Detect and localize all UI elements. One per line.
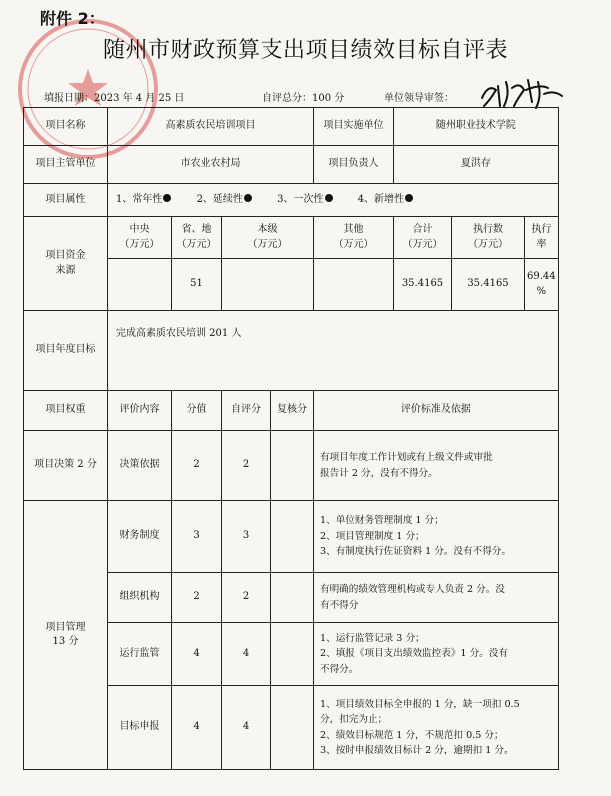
- project-name-label: 项目名称: [24, 108, 108, 146]
- fill-date: 填报日期：2023 年 4 月 25 日: [44, 93, 185, 104]
- eval-self-score: 2: [222, 573, 271, 623]
- radio-checked-icon: [163, 194, 171, 202]
- attachment-label: 附件 2：: [40, 9, 105, 28]
- page-title: 随州市财政预算支出项目绩效目标自评表: [102, 38, 508, 63]
- eval-content: 决策依据: [108, 431, 172, 501]
- funds-total: 35.4165: [394, 259, 452, 311]
- funds-header-central: 中央 （万元）: [108, 217, 172, 259]
- funds-header-executed: 执行数 （万元）: [452, 217, 525, 259]
- eval-score: 3: [172, 501, 222, 573]
- eval-review-score: [271, 573, 314, 623]
- attribute-options: [108, 184, 559, 217]
- eval-review-score: [271, 501, 314, 573]
- row-attributes: [24, 184, 559, 217]
- eval-standard: 1、项目绩效目标全申报的 1 分，缺一项扣 0.5 分，扣完为止； 2、绩效目标规范 1 分，不规范扣 0.5 分； 3、按时申报绩效目标计 2 分，逾期扣 1 分。: [314, 686, 559, 770]
- funds-header-total: 合计 （万元）: [394, 217, 452, 259]
- row-project-name: [24, 108, 559, 146]
- evaluation-table: [23, 107, 559, 770]
- attribute-option: 2、延续性: [197, 193, 252, 208]
- attribute-option: 1、常年性: [116, 193, 171, 208]
- eval-standard: 有项目年度工作计划或有上级文件或审批 报告计 2 分，没有不得分。: [314, 431, 559, 501]
- row-authority: [24, 146, 559, 184]
- row-eval-headers: [24, 391, 559, 431]
- attribute-label: 项目属性: [24, 184, 108, 217]
- funds-executed: 35.4165: [452, 259, 525, 311]
- eval-standard: 1、运行监管记录 3 分； 2、填报《项目支出绩效监控表》1 分。没有 不得分。: [314, 623, 559, 686]
- eval-header-standard: 评价标准及依据: [314, 391, 559, 431]
- eval-score: 2: [172, 431, 222, 501]
- manager-label: 项目负责人: [314, 146, 394, 184]
- eval-header-self: 自评分: [222, 391, 271, 431]
- eval-standard: 1、单位财务管理制度 1 分； 2、项目管理制度 1 分； 3、有制度执行佐证资料 1 分。没有不得分。: [314, 501, 559, 573]
- self-score-total: 自评总分：100 分: [262, 93, 345, 104]
- authority-label: 项目主管单位: [24, 146, 108, 184]
- funds-header-province: 省、地 （万元）: [172, 217, 222, 259]
- eval-content: 运行监管: [108, 623, 172, 686]
- radio-checked-icon: [405, 194, 413, 202]
- eval-score: 4: [172, 623, 222, 686]
- eval-content: 组织机构: [108, 573, 172, 623]
- eval-score: 2: [172, 573, 222, 623]
- eval-review-score: [271, 686, 314, 770]
- eval-review-score: [271, 431, 314, 501]
- funds-province: 51: [172, 259, 222, 311]
- manager-value: 夏洪存: [394, 146, 559, 184]
- eval-content: 财务制度: [108, 501, 172, 573]
- table-row: [24, 501, 559, 573]
- eval-standard: 有明确的绩效管理机构或专人负责 2 分。没 有不得分: [314, 573, 559, 623]
- funds-rate: 69.44 %: [525, 259, 559, 311]
- leader-review-label: 单位领导审签：: [384, 93, 454, 104]
- weight-decision: 项目决策 2 分: [24, 431, 108, 501]
- weight-management: 项目管理 13 分: [24, 501, 108, 770]
- funds-header-other: 其他 （万元）: [314, 217, 394, 259]
- funds-header-local: 本级 （万元）: [222, 217, 314, 259]
- eval-self-score: 4: [222, 686, 271, 770]
- authority-value: 市农业农村局: [108, 146, 314, 184]
- row-annual-goal: [24, 311, 559, 391]
- impl-unit-label: 项目实施单位: [314, 108, 394, 146]
- funds-header-rate: 执行 率: [525, 217, 559, 259]
- eval-header-content: 评价内容: [108, 391, 172, 431]
- radio-checked-icon: [244, 194, 252, 202]
- funds-central: [108, 259, 172, 311]
- eval-content: 目标申报: [108, 686, 172, 770]
- eval-score: 4: [172, 686, 222, 770]
- table-row: [24, 431, 559, 501]
- funds-label: 项目资金 来源: [24, 217, 108, 311]
- attribute-option: 3、一次性: [277, 193, 332, 208]
- annual-goal-label: 项目年度目标: [24, 311, 108, 391]
- impl-unit-value: 随州职业技术学院: [394, 108, 559, 146]
- eval-self-score: 2: [222, 431, 271, 501]
- eval-header-weight: 项目权重: [24, 391, 108, 431]
- handwritten-signature: [478, 72, 568, 112]
- eval-self-score: 3: [222, 501, 271, 573]
- eval-self-score: 4: [222, 623, 271, 686]
- row-funds-headers: [24, 217, 559, 259]
- funds-other: [314, 259, 394, 311]
- eval-review-score: [271, 623, 314, 686]
- radio-checked-icon: [325, 194, 333, 202]
- eval-header-score: 分值: [172, 391, 222, 431]
- annual-goal-value: 完成高素质农民培训 201 人: [108, 311, 559, 391]
- attribute-option: 4、新增性: [358, 193, 413, 208]
- eval-header-review: 复核分: [271, 391, 314, 431]
- project-name-value: 高素质农民培训项目: [108, 108, 314, 146]
- funds-local: [222, 259, 314, 311]
